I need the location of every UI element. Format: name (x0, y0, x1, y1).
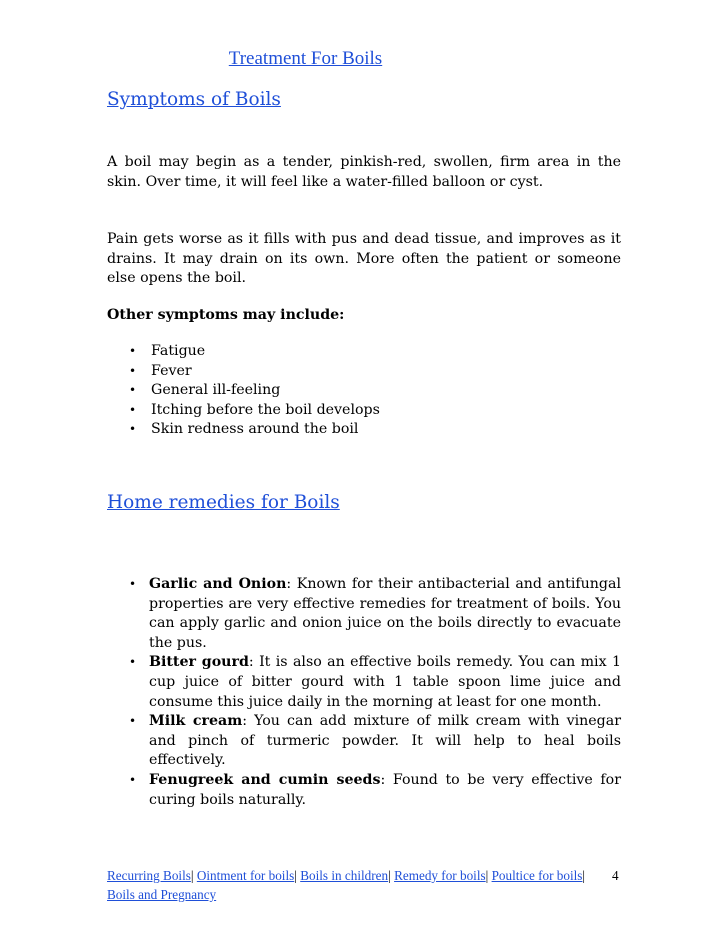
remedy-text: : It is also an effective boils remedy. You can mix 1 cup juice of bitter gourd with 1 table spoon lime juice and consume this juice daily in the morning at least for one month. (149, 654, 621, 710)
section-heading-symptoms: Symptoms of Boils (107, 89, 281, 110)
remedy-term: Milk cream (149, 713, 243, 730)
document-title-text: Treatment For Boils (228, 48, 383, 69)
footer-link-recurring-boils[interactable]: Recurring Boils (107, 868, 191, 883)
document-title (0, 48, 515, 70)
list-item (107, 575, 621, 653)
footer-links (107, 866, 607, 904)
list-item: • Skin redness around the boil (107, 420, 380, 440)
section-heading-remedies: Home remedies for Boils (107, 492, 340, 513)
remedy-term: Fenugreek and cumin seeds (149, 771, 381, 788)
footer-separator: | (485, 868, 489, 883)
list-item: • Fever (107, 362, 380, 382)
remedy-text: : Known for their antibacterial and antifungal properties are very effective remedies for treatment of boils. You can apply garlic and onion juice on the boils directly to evacuate the pus. (149, 576, 621, 651)
list-item: • General ill-feeling (107, 381, 380, 401)
list-item: • Fatigue (107, 342, 380, 362)
list-item (107, 712, 621, 771)
remedy-term: Bitter gourd (149, 654, 249, 671)
footer-link-children[interactable]: Boils in children (300, 868, 389, 883)
footer-link-ointment[interactable]: Ointment for boils (196, 868, 295, 883)
footer-separator: | (294, 868, 297, 883)
footer-link-remedy[interactable]: Remedy for boils (394, 868, 486, 883)
remedies-list (107, 575, 621, 810)
paragraph-boil-begin: A boil may begin as a tender, pinkish-red, swollen, firm area in the skin. Over time, it will feel like a water-filled balloon or cyst. (107, 154, 621, 190)
symptoms-list (107, 342, 380, 440)
other-symptoms-intro: Other symptoms may include: (107, 307, 345, 323)
footer-link-poultice[interactable]: Poultice for boils (491, 868, 583, 883)
list-item: • Itching before the boil develops (107, 401, 380, 421)
page-number: 4 (612, 868, 619, 883)
remedy-text: : You can add mixture of milk cream with vinegar and pinch of turmeric powder. It will help to heal boils effectively. (149, 713, 621, 769)
footer-link-pregnancy[interactable]: Boils and Pregnancy (107, 887, 217, 902)
paragraph-pain: Pain gets worse as it fills with pus and dead tissue, and improves as it drains. It may drain on its own. More often the patient or someone else opens the boil. (107, 231, 621, 287)
footer-separator: | (388, 868, 391, 883)
list-item (107, 771, 621, 810)
footer-separator: | (582, 868, 586, 883)
remedy-text: : Found to be very effective for curing boils naturally. (149, 771, 621, 808)
list-item (107, 653, 621, 712)
remedy-term: Garlic and Onion (149, 576, 287, 592)
footer-separator: | (190, 868, 194, 883)
